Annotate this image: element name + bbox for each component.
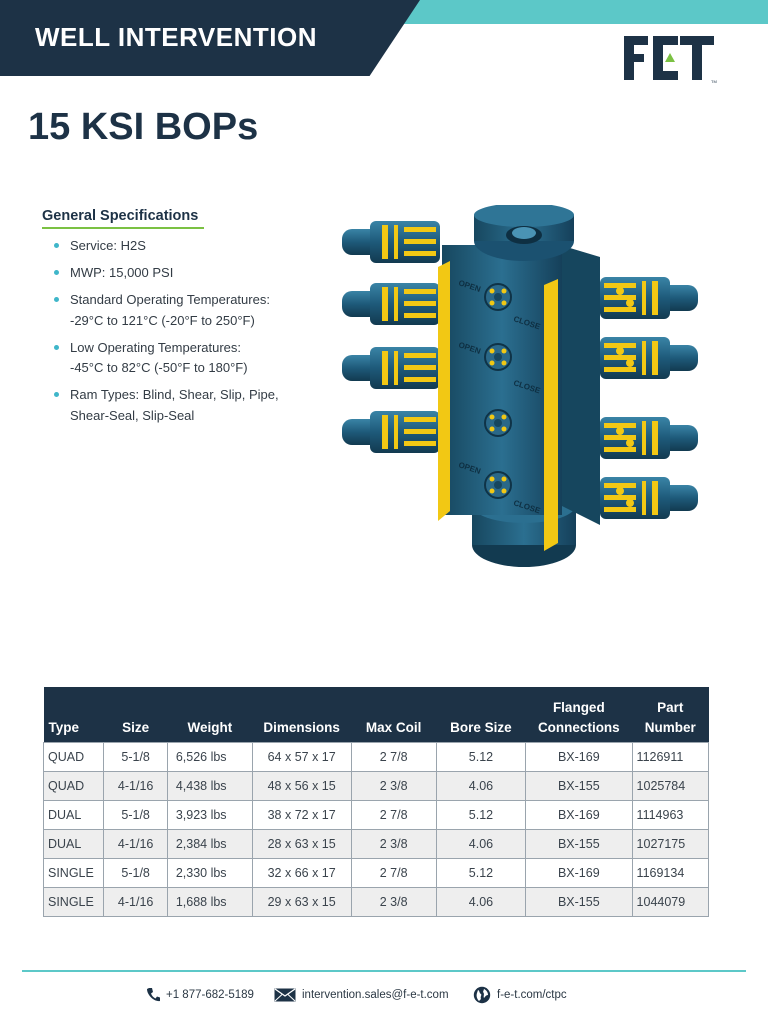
cell-flanged-connections: BX-169 [526,743,632,772]
table-row [44,859,709,888]
cell-part-number: 1169134 [632,859,708,888]
footer-divider [22,970,746,972]
cell-bore-size: 5.12 [436,743,525,772]
cell-type: SINGLE [44,859,104,888]
footer [0,984,768,1006]
spec-item-low-temp: Low Operating Temperatures: -45°C to 82°C (-50°F to 180°F) [52,338,312,379]
cell-dimensions: 29 x 63 x 15 [252,888,351,917]
cell-max-coil: 2 3/8 [351,772,436,801]
cell-part-number: 1025784 [632,772,708,801]
table-row [44,801,709,830]
table-header-row [44,687,709,743]
cell-size: 4-1/16 [104,772,167,801]
table-row [44,888,709,917]
envelope-icon [274,988,296,1002]
cell-dimensions: 28 x 63 x 15 [252,830,351,859]
cell-bore-size: 5.12 [436,859,525,888]
spec-item-standard-temp: Standard Operating Temperatures: -29°C to 121°C (-20°F to 250°F) [52,290,312,331]
website-url[interactable]: f-e-t.com/ctpc [497,989,567,1001]
cell-max-coil: 2 3/8 [351,830,436,859]
table-row [44,772,709,801]
ram-label-close: CLOSE [512,498,542,516]
cell-type: QUAD [44,743,104,772]
contact-email[interactable] [274,984,449,1006]
cell-weight: 2,330 lbs [167,859,252,888]
cell-bore-size: 5.12 [436,801,525,830]
specs-heading: General Specifications [42,208,204,229]
cell-weight: 3,923 lbs [167,801,252,830]
col-header-type: Type [44,687,104,743]
phone-icon [146,987,160,1003]
cell-size: 4-1/16 [104,830,167,859]
cell-dimensions: 38 x 72 x 17 [252,801,351,830]
section-title: WELL INTERVENTION [35,22,317,52]
cell-max-coil: 2 7/8 [351,801,436,830]
cell-flanged-connections: BX-155 [526,772,632,801]
cell-weight: 2,384 lbs [167,830,252,859]
cell-max-coil: 2 7/8 [351,743,436,772]
cell-part-number: 1114963 [632,801,708,830]
cell-type: DUAL [44,830,104,859]
contact-website[interactable] [473,984,567,1006]
cell-flanged-connections: BX-169 [526,801,632,830]
ram-label-open: OPEN [457,460,482,476]
col-header-size: Size [104,687,167,743]
cell-size: 4-1/16 [104,888,167,917]
svg-text:TM: TM [711,79,717,84]
specs-list [52,236,312,433]
cell-bore-size: 4.06 [436,888,525,917]
table-row [44,743,709,772]
col-header-flanged-connections: Flanged Connections [526,687,632,743]
cell-dimensions: 32 x 66 x 17 [252,859,351,888]
globe-icon [473,986,491,1004]
ram-label-close: CLOSE [512,314,542,332]
cell-size: 5-1/8 [104,801,167,830]
spec-item-mwp: MWP: 15,000 PSI [52,263,312,284]
cell-type: QUAD [44,772,104,801]
cell-weight: 4,438 lbs [167,772,252,801]
table-row [44,830,709,859]
cell-size: 5-1/8 [104,859,167,888]
cell-size: 5-1/8 [104,743,167,772]
bop-spec-table [43,687,709,917]
bop-stack-image [338,205,710,580]
col-header-bore-size: Bore Size [436,687,525,743]
cell-max-coil: 2 7/8 [351,859,436,888]
ram-label-open: OPEN [457,278,482,294]
cell-part-number: 1027175 [632,830,708,859]
col-header-weight: Weight [167,687,252,743]
phone-number[interactable]: +1 877-682-5189 [166,989,254,1001]
cell-part-number: 1044079 [632,888,708,917]
cell-bore-size: 4.06 [436,830,525,859]
cell-type: SINGLE [44,888,104,917]
cell-part-number: 1126911 [632,743,708,772]
email-address[interactable]: intervention.sales@f-e-t.com [302,989,449,1001]
cell-max-coil: 2 3/8 [351,888,436,917]
spec-item-service: Service: H2S [52,236,312,257]
ram-label-open: OPEN [457,340,482,356]
fet-logo [622,34,718,84]
col-header-dimensions: Dimensions [252,687,351,743]
cell-flanged-connections: BX-169 [526,859,632,888]
cell-type: DUAL [44,801,104,830]
col-header-max-coil: Max Coil [351,687,436,743]
contact-phone[interactable] [146,984,254,1006]
cell-weight: 1,688 lbs [167,888,252,917]
page-title: 15 KSI BOPs [28,106,259,148]
cell-flanged-connections: BX-155 [526,830,632,859]
cell-dimensions: 48 x 56 x 15 [252,772,351,801]
col-header-part-number: Part Number [632,687,708,743]
spec-item-ram-types: Ram Types: Blind, Shear, Slip, Pipe, Shear-Seal, Slip-Seal [52,385,312,426]
cell-weight: 6,526 lbs [167,743,252,772]
ram-label-close: CLOSE [512,378,542,396]
cell-bore-size: 4.06 [436,772,525,801]
cell-dimensions: 64 x 57 x 17 [252,743,351,772]
cell-flanged-connections: BX-155 [526,888,632,917]
